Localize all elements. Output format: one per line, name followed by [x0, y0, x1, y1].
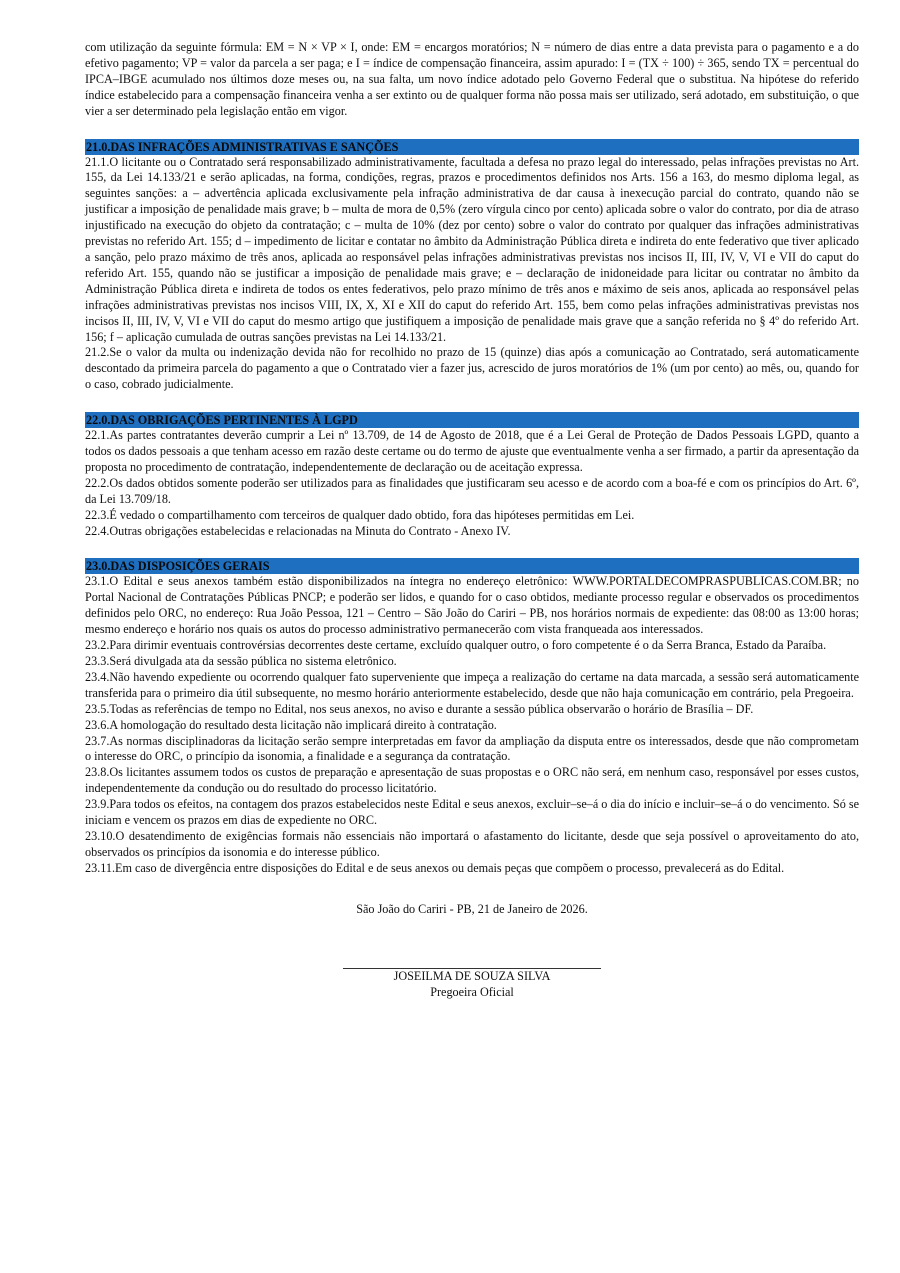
clause-23-8: 23.8.Os licitantes assumem todos os custos de preparação e apresentação de suas propostas e o ORC não será, em nenhum caso, responsável por esses custos, independentemente da condução ou do resultado do processo licitatório. — [85, 765, 859, 796]
section-21-heading: 21.0.DAS INFRAÇÕES ADMINISTRATIVAS E SANÇÕES — [85, 139, 859, 155]
signer-role: Pregoeira Oficial — [430, 984, 514, 999]
clause-23-5: 23.5.Todas as referências de tempo no Edital, nos seus anexos, no aviso e durante a sessão pública observarão o horário de Brasília – DF. — [85, 701, 754, 716]
signer-name: JOSEILMA DE SOUZA SILVA — [393, 968, 551, 983]
clause-23-11: 23.11.Em caso de divergência entre disposições do Edital e de seus anexos ou demais peças que compõem o processo, prevalecerá as do Edital. — [85, 860, 785, 875]
clause-23-2: 23.2.Para dirimir eventuais controvérsias decorrentes deste certame, excluído qualquer outro, o foro competente é o da Serra Branca, Estado da Paraíba. — [85, 638, 827, 653]
clause-23-9: 23.9.Para todos os efeitos, na contagem dos prazos estabelecidos neste Edital e seus anexos, excluir–se–á o dia do início e incluir–se–á o do vencimento. Só se iniciam e vencem os prazos em dias de expediente no ORC. — [85, 797, 859, 828]
clause-22-4: 22.4.Outras obrigações estabelecidas e relacionadas na Minuta do Contrato - Anexo IV. — [85, 523, 511, 538]
clause-21-2: 21.2.Se o valor da multa ou indenização devida não for recolhido no prazo de 15 (quinze) dias após a comunicação ao Contratado, será automaticamente descontado da primeira parcela do pagamento a que o Contratado vier a fazer jus, acrescido de juros moratórios de 1% (um por cento) ao mês, ou, quando for o caso, cobrado judicialmente. — [85, 345, 859, 392]
document-page — [85, 40, 859, 1000]
clause-23-1: 23.1.O Edital e seus anexos também estão disponibilizados na íntegra no endereço eletrônico: WWW.PORTALDECOMPRASPUBLICAS.COM.BR; no Portal Nacional de Contratações Públicas PNCP; e poderão ser lidos, e quando for o caso obtidos, mediante processo regular e observados os procedimentos definidos pelo ORC, no endereço: Rua João Pessoa, 121 – Centro – São João do Cariri – PB, nos horários normais de expediente: das 08:00 as 13:00 horas; mesmo endereço e horário nos quais os autos do processo administrativo permanecerão com vista franqueada aos interessados. — [85, 574, 859, 637]
section-22-heading: 22.0.DAS OBRIGAÇÕES PERTINENTES À LGPD — [85, 412, 859, 428]
clause-22-3: 22.3.É vedado o compartilhamento com terceiros de qualquer dado obtido, fora das hipóteses permitidas em Lei. — [85, 507, 635, 522]
clause-23-4: 23.4.Não havendo expediente ou ocorrendo qualquer fato superveniente que impeça a realização do certame na data marcada, a sessão será automaticamente transferida para o primeiro dia útil subsequente, no mesmo horário anteriormente estabelecido, desde que não haja comunicação em contrário, pela Pregoeira. — [85, 669, 859, 700]
clause-23-10: 23.10.O desatendimento de exigências formais não essenciais não importará o afastamento do licitante, desde que seja possível o aproveitamento do ato, observados os princípios da isonomia e do interesse público. — [85, 828, 859, 859]
clause-21-1: 21.1.O licitante ou o Contratado será responsabilizado administrativamente, facultada a defesa no prazo legal do interessado, pelas infrações previstas no Art. 155, da Lei 14.133/21 e serão aplicadas, na forma, condições, regras, prazos e procedimentos definidos nos Arts. 156 a 163, do mesmo diploma legal, as seguintes sanções: a – advertência aplicada exclusivamente pela infração administrativa de dar causa à inexecução parcial do contrato, quando não se justificar a imposição de penalidade mais grave; b – multa de mora de 0,5% (zero vírgula cinco por cento) aplicada sobre o valor do contrato, por dia de atraso injustificado na execução do objeto da contratação; c – multa de 10% (dez por cento) sobre o valor do contrato por qualquer das infrações administrativas previstas no referido Art. 155; d – impedimento de licitar e contatar no âmbito da Administração Pública direta e indireta do ente federativo que tiver aplicado a sanção, pelo prazo máximo de três anos, aplicada ao responsável pelas infrações administrativas previstas nos incisos II, III, IV, V, VI e VII do caput do referido Art. 155, quando não se justificar a imposição de penalidade mais grave; e – declaração de inidoneidade para licitar ou contratar no âmbito da Administração Pública direta e indireta de todos os entes federativos, pelo prazo mínimo de três anos e máximo de seis anos, aplicada ao responsável pelas infrações administrativas previstas nos incisos VIII, IX, X, XI e XII do caput do referido Art. 155, bem como pelas infrações administrativas previstas nos incisos II, III, IV, V, VI e VII do caput do mesmo artigo que justifiquem a imposição de penalidade mais grave que a sanção referida no § 4º do referido Art. 156; f – aplicação cumulada de outras sanções previstas na Lei 14.133/21. — [85, 154, 859, 344]
section-23-heading: 23.0.DAS DISPOSIÇÕES GERAIS — [85, 558, 859, 574]
place-date: São João do Cariri - PB, 21 de Janeiro de 2026. — [356, 901, 588, 916]
clause-23-7: 23.7.As normas disciplinadoras da licitação serão sempre interpretadas em favor da ampliação da disputa entre os interessados, desde que não comprometam o interesse do ORC, o princípio da isonomia, a finalidade e a segurança da contratação. — [85, 733, 859, 764]
clause-23-3: 23.3.Será divulgada ata da sessão pública no sistema eletrônico. — [85, 654, 397, 668]
clause-23-6: 23.6.A homologação do resultado desta licitação não implicará direito à contratação. — [85, 717, 497, 732]
clause-22-1: 22.1.As partes contratantes deverão cumprir a Lei nº 13.709, de 14 de Agosto de 2018, que é a Lei Geral de Proteção de Dados Pessoais LGPD, quanto a todos os dados pessoais a que tenham acesso em razão deste certame ou do termo de ajuste que eventualmente venha a ser firmado, a partir da apresentação da proposta no procedimento de contratação, independentemente de declaração ou de aceitação expressa. — [85, 428, 859, 474]
intro-paragraph: com utilização da seguinte fórmula: EM = N × VP × I, onde: EM = encargos moratórios; N = número de dias entre a data prevista para o pagamento e a do efetivo pagamento; VP = valor da parcela a ser paga; e I = índice de compensação financeira, assim apurado: I = (TX ÷ 100) ÷ 365, sendo TX = percentual do IPCA–IBGE acumulado nos últimos doze meses ou, na sua falta, um novo índice adotado pelo Governo Federal que o substitua. Na hipótese do referido índice estabelecido para a compensação financeira venha a ser extinto ou de qualquer forma não possa mais ser utilizado, será adotado, em substituição, o que vier a ser determinado pela legislação então em vigor. — [85, 40, 859, 118]
clause-22-2: 22.2.Os dados obtidos somente poderão ser utilizados para as finalidades que justificaram seu acesso e de acordo com a boa-fé e com os princípios do Art. 6º, da Lei 13.709/18. — [85, 475, 859, 506]
